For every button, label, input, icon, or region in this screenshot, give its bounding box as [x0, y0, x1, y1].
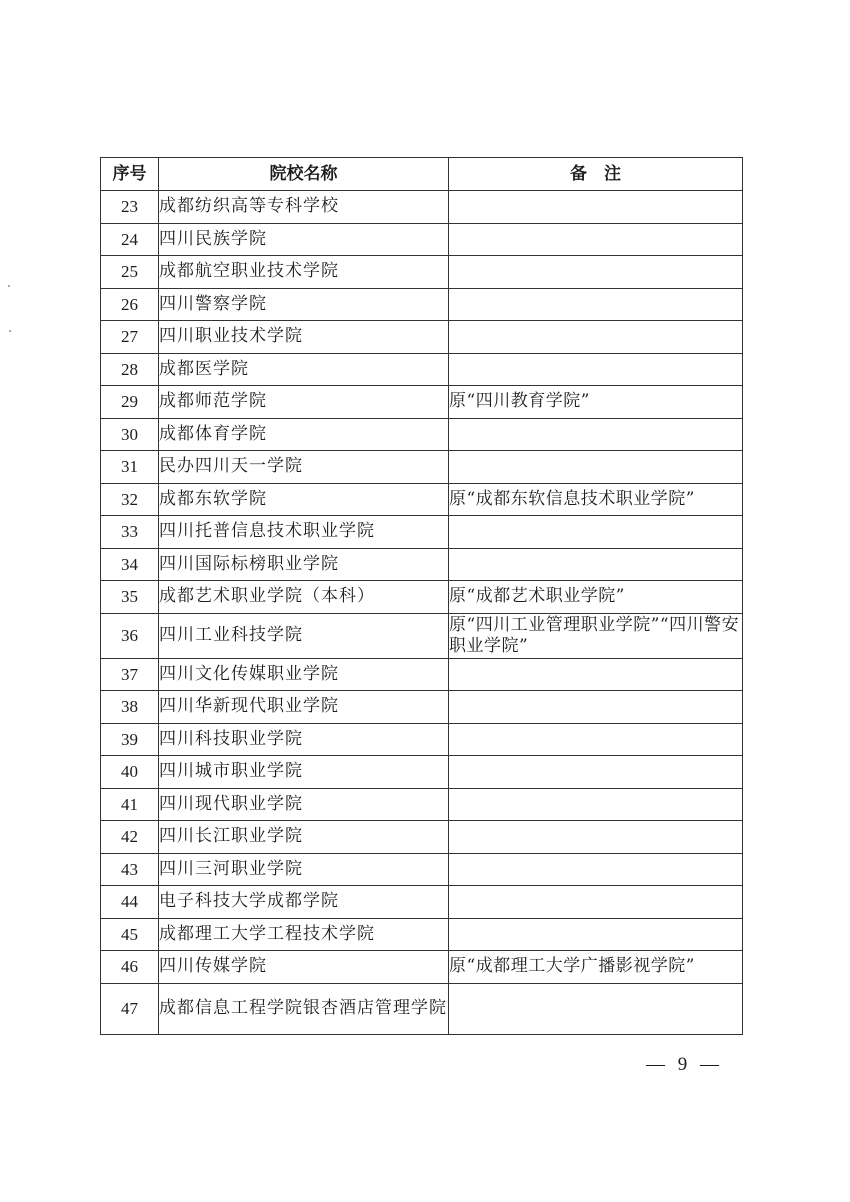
table-row — [101, 951, 743, 984]
remark — [449, 658, 743, 691]
table-row — [101, 353, 743, 386]
table-row — [101, 548, 743, 581]
scan-speck — [8, 285, 10, 287]
remark — [449, 451, 743, 484]
remark — [449, 821, 743, 854]
header-institution-name: 院校名称 — [159, 158, 449, 191]
row-number: 40 — [101, 756, 159, 789]
institution-name: 四川三河职业学院 — [159, 853, 449, 886]
table-row — [101, 918, 743, 951]
row-number: 28 — [101, 353, 159, 386]
table-row — [101, 321, 743, 354]
row-number: 33 — [101, 516, 159, 549]
remark — [449, 321, 743, 354]
table-header-row — [101, 158, 743, 191]
row-number: 30 — [101, 418, 159, 451]
institution-table — [100, 157, 743, 1035]
remark — [449, 983, 743, 1034]
institution-name: 民办四川天一学院 — [159, 451, 449, 484]
institution-name: 成都医学院 — [159, 353, 449, 386]
remark — [449, 756, 743, 789]
table-row — [101, 658, 743, 691]
row-number: 23 — [101, 191, 159, 224]
row-number: 24 — [101, 223, 159, 256]
row-number: 36 — [101, 613, 159, 658]
scan-speck — [9, 330, 11, 332]
table-row — [101, 386, 743, 419]
institution-name: 成都东软学院 — [159, 483, 449, 516]
remark — [449, 223, 743, 256]
remark — [449, 886, 743, 919]
institution-name: 成都体育学院 — [159, 418, 449, 451]
row-number: 42 — [101, 821, 159, 854]
remark — [449, 691, 743, 724]
row-number: 45 — [101, 918, 159, 951]
table-row — [101, 483, 743, 516]
row-number: 27 — [101, 321, 159, 354]
institution-name: 成都信息工程学院银杏酒店管理学院 — [159, 983, 449, 1034]
page-number: — 9 — — [646, 1054, 723, 1075]
institution-name: 四川托普信息技术职业学院 — [159, 516, 449, 549]
institution-name: 四川工业科技学院 — [159, 613, 449, 658]
table-row — [101, 886, 743, 919]
institution-name: 四川华新现代职业学院 — [159, 691, 449, 724]
table-row — [101, 983, 743, 1034]
institution-name: 四川传媒学院 — [159, 951, 449, 984]
table-row — [101, 723, 743, 756]
institution-name: 四川文化传媒职业学院 — [159, 658, 449, 691]
row-number: 31 — [101, 451, 159, 484]
row-number: 38 — [101, 691, 159, 724]
table-row — [101, 516, 743, 549]
row-number: 25 — [101, 256, 159, 289]
remark — [449, 288, 743, 321]
row-number: 44 — [101, 886, 159, 919]
institution-name: 四川现代职业学院 — [159, 788, 449, 821]
institution-name: 四川科技职业学院 — [159, 723, 449, 756]
remark — [449, 516, 743, 549]
institution-name: 成都航空职业技术学院 — [159, 256, 449, 289]
institution-name: 四川职业技术学院 — [159, 321, 449, 354]
row-number: 37 — [101, 658, 159, 691]
table-row — [101, 223, 743, 256]
remark — [449, 853, 743, 886]
table-row — [101, 418, 743, 451]
table-row — [101, 788, 743, 821]
table-row — [101, 853, 743, 886]
table-row — [101, 581, 743, 614]
institution-name: 电子科技大学成都学院 — [159, 886, 449, 919]
table-row — [101, 451, 743, 484]
header-remarks: 备 注 — [449, 158, 743, 191]
table-row — [101, 256, 743, 289]
remark — [449, 353, 743, 386]
table-row — [101, 613, 743, 658]
remark — [449, 256, 743, 289]
institution-name: 四川长江职业学院 — [159, 821, 449, 854]
remark — [449, 918, 743, 951]
remark — [449, 723, 743, 756]
remark — [449, 191, 743, 224]
row-number: 35 — [101, 581, 159, 614]
row-number: 26 — [101, 288, 159, 321]
remark — [449, 418, 743, 451]
row-number: 41 — [101, 788, 159, 821]
institution-name: 四川民族学院 — [159, 223, 449, 256]
institution-name: 成都师范学院 — [159, 386, 449, 419]
row-number: 47 — [101, 983, 159, 1034]
institution-name: 成都纺织高等专科学校 — [159, 191, 449, 224]
row-number: 46 — [101, 951, 159, 984]
table-row — [101, 756, 743, 789]
institution-name: 成都理工大学工程技术学院 — [159, 918, 449, 951]
row-number: 43 — [101, 853, 159, 886]
institution-name: 成都艺术职业学院（本科） — [159, 581, 449, 614]
header-serial-number: 序号 — [101, 158, 159, 191]
table-row — [101, 691, 743, 724]
row-number: 32 — [101, 483, 159, 516]
table-row — [101, 821, 743, 854]
remark: 原“四川教育学院” — [449, 386, 743, 419]
table-row — [101, 288, 743, 321]
remark — [449, 788, 743, 821]
remark: 原“四川工业管理职业学院”“四川警安职业学院” — [449, 613, 743, 658]
row-number: 29 — [101, 386, 159, 419]
institution-name: 四川国际标榜职业学院 — [159, 548, 449, 581]
institution-name: 四川城市职业学院 — [159, 756, 449, 789]
institution-name: 四川警察学院 — [159, 288, 449, 321]
remark: 原“成都艺术职业学院” — [449, 581, 743, 614]
remark: 原“成都东软信息技术职业学院” — [449, 483, 743, 516]
row-number: 39 — [101, 723, 159, 756]
row-number: 34 — [101, 548, 159, 581]
table-row — [101, 191, 743, 224]
remark — [449, 548, 743, 581]
remark: 原“成都理工大学广播影视学院” — [449, 951, 743, 984]
